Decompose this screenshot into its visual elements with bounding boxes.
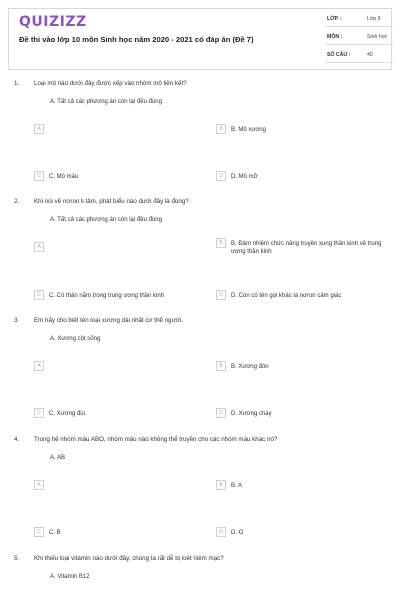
option-text: B. Mô xương xyxy=(231,127,266,133)
option-text: B. Đảm nhiệm chức năng truyền xung thần kinh về trung ương thần kinh xyxy=(231,241,382,255)
divider xyxy=(325,62,393,63)
question-answer: A. Vitamin B12 xyxy=(50,574,90,580)
option-letter-box: C xyxy=(34,290,44,300)
option-letter-box: D xyxy=(216,408,226,418)
meta-row-class xyxy=(325,11,393,27)
option-text: B. A xyxy=(231,483,243,489)
option-letter-box: D xyxy=(216,290,226,300)
question-answer: A. Tất cả các phương án còn lại đều đúng xyxy=(50,217,162,223)
meta-label: SỐ CÂU : xyxy=(327,52,351,58)
option-letter-box: A xyxy=(34,242,44,252)
meta-label: LỚP : xyxy=(327,16,342,22)
option-letter-box: C xyxy=(34,527,44,537)
question-answer: A. Xương cột sống xyxy=(50,336,101,342)
option-letter-box: B xyxy=(216,238,226,248)
option-text: C. Có thân nằm trong trung ương thần kinh xyxy=(49,293,165,299)
option-text: D. Mô mỡ xyxy=(231,174,258,180)
question-number: 4. xyxy=(14,436,20,443)
option-letter-box: D xyxy=(216,527,226,537)
question-number: 2. xyxy=(14,198,20,205)
option-letter-box: A xyxy=(34,361,44,371)
option-text: D. O xyxy=(231,530,244,536)
meta-value: 40 xyxy=(367,52,373,58)
question-text: Trong hệ nhóm máu ABO, nhóm máu nào không thể truyền cho các nhóm máu khác nó? xyxy=(34,436,278,443)
option-text: B. Xương đòn xyxy=(231,364,269,370)
option-letter-box: A xyxy=(34,124,44,134)
option-letter-box: A xyxy=(34,480,44,490)
meta-row-subject xyxy=(325,29,393,45)
page-title: Đề thi vào lớp 10 môn Sinh học năm 2020 - 2021 có đáp án (Đề 7) xyxy=(19,35,254,44)
option-text: D. Còn có tên gọi khác là nơron cảm giác xyxy=(231,293,342,299)
option-letter-box: B xyxy=(216,124,226,134)
question-text: Em hãy cho biết tên loại xương dài nhất cơ thể người. xyxy=(34,317,183,324)
question-number: 1. xyxy=(14,80,20,87)
question-answer: A. AB xyxy=(50,455,66,461)
question-number: 5. xyxy=(14,555,20,562)
option-text: D. Xương chày xyxy=(231,411,272,417)
question-number: 3. xyxy=(14,317,20,324)
option-letter-box: C xyxy=(34,408,44,418)
question-text: Khi nói về nơron li tâm, phát biểu nào dưới đây là đúng? xyxy=(34,198,189,205)
quizizz-logo: QUIZIZZ xyxy=(19,14,87,30)
option-letter-box: B xyxy=(216,361,226,371)
divider xyxy=(325,44,393,45)
question-text: Khi thiếu loại vitamin nào dưới đây, chúng ta rất dễ bị loét niêm mạc? xyxy=(34,555,224,562)
question-text: Loại mô nào dưới đây được xếp vào nhóm mô liên kết? xyxy=(34,80,187,87)
option-letter-box: D xyxy=(216,171,226,181)
option-letter-box: B xyxy=(216,480,226,490)
divider xyxy=(325,26,393,27)
quiz-header xyxy=(8,8,392,70)
option-letter-box: C xyxy=(34,171,44,181)
meta-label: MÔN : xyxy=(327,34,343,40)
question-answer: A. Tất cả các phương án còn lại đều đúng xyxy=(50,99,162,105)
option-text: C. Mô máu xyxy=(49,174,79,180)
meta-value: Sinh học xyxy=(367,34,388,40)
option-text: C. B xyxy=(49,530,61,536)
meta-value: Lớp 9 xyxy=(367,16,381,22)
meta-row-count xyxy=(325,47,393,63)
option-text: C. Xương đùi xyxy=(49,411,85,417)
